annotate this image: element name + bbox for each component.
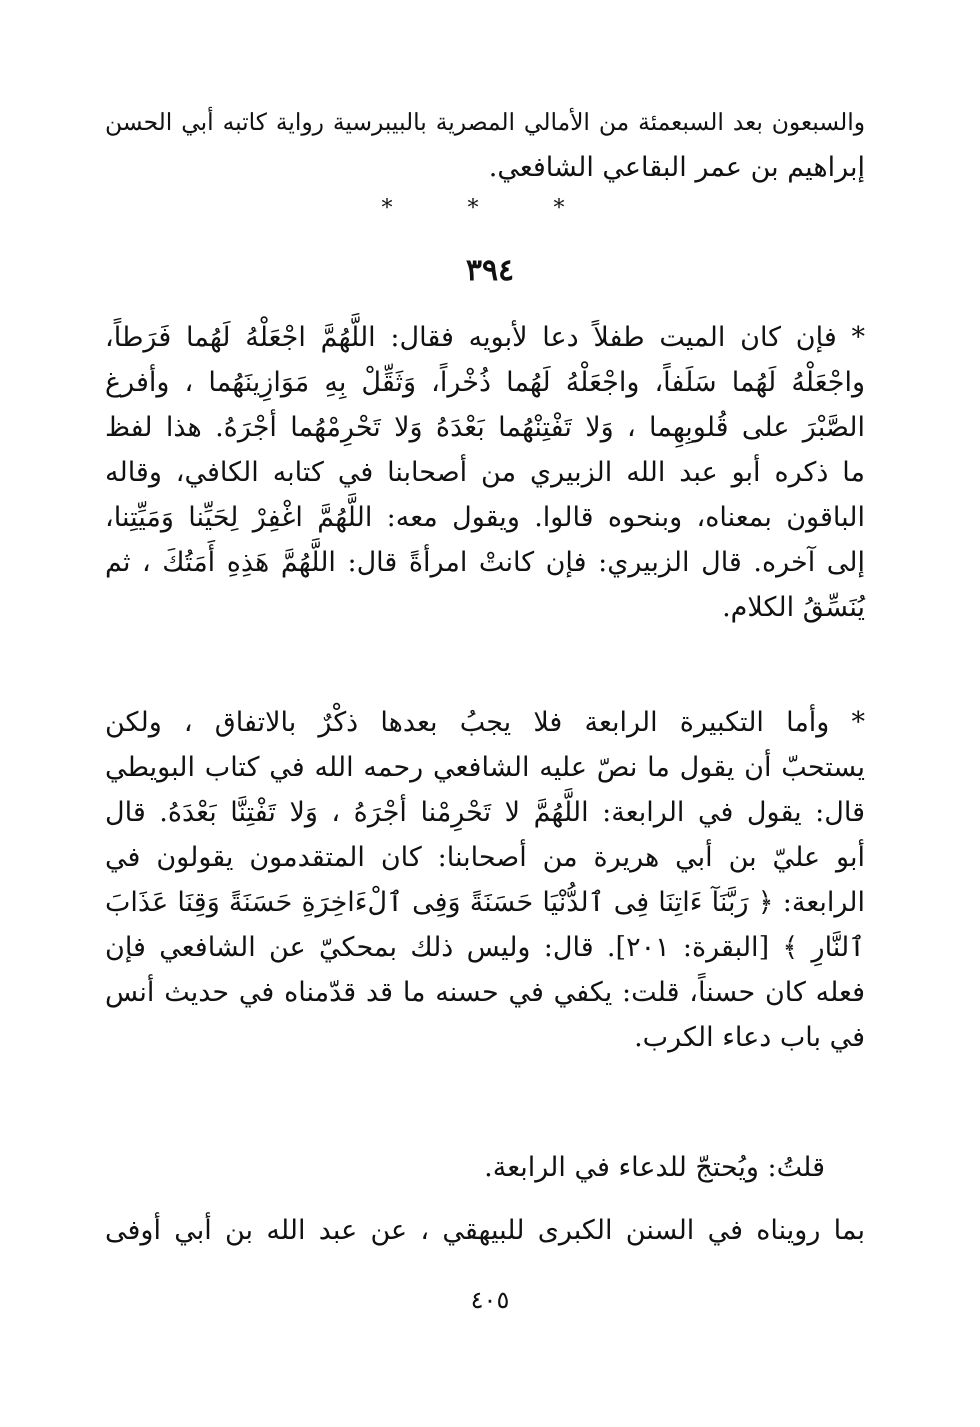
text-line: ٱلنَّارِ ﴾ [البقرة: ٢٠١]. قال: وليس ذلك بمحكيّ عن الشافعي فإن — [105, 932, 865, 963]
paragraph-2 — [105, 700, 865, 1060]
text-line: * فإن كان الميت طفلاً دعا لأبويه فقال: اللَّهُمَّ اجْعَلْهُ لَهُما فَرَطاً، — [105, 322, 865, 353]
section-number: ٣٩٤ — [465, 253, 515, 288]
text-line: إلى آخره. قال الزبيري: فإن كانتْ امرأةً قال: اللَّهُمَّ هَذِهِ أَمَتُكَ ، ثم — [105, 547, 865, 578]
page-number: ٤٠٥ — [470, 1286, 510, 1314]
paragraph-3 — [105, 1145, 865, 1190]
text-line: فعله كان حسناً، قلت: يكفي في حسنه ما قد قدّمناه في حديث أنس — [105, 977, 865, 1008]
text-line: قلتُ: ويُحتجّ للدعاء في الرابعة. — [484, 1152, 825, 1183]
text-line: * وأما التكبيرة الرابعة فلا يجبُ بعدها ذكْرٌ بالاتفاق ، ولكن — [105, 707, 865, 738]
text-line: والسبعون بعد السبعمئة من الأمالي المصرية بالبيبرسية رواية كاتبه أبي الحسن — [105, 108, 865, 136]
quran-verse-line: الرابعة: ﴿ رَبَّنَآ ءَاتِنَا فِى ٱلدُّنْيَا حَسَنَةً وَفِى ٱلْءَاخِرَةِ حَسَنَةً وَقِنَا عَذَابَ — [105, 887, 865, 918]
text-line: واجْعَلْهُ لَهُما سَلَفاً، واجْعَلْهُ لَهُما ذُخْراً، وَثَقِّلْ بِهِ مَوَازِينَهُما ، وأفرغ — [105, 367, 865, 398]
top-paragraph — [105, 100, 865, 190]
text-line: أبو عليّ بن أبي هريرة من أصحابنا: كان المتقدمون يقولون في — [105, 842, 865, 873]
text-line: يستحبّ أن يقول ما نصّ عليه الشافعي رحمه الله في كتاب البويطي — [105, 752, 865, 783]
text-line: يُنَسِّقُ الكلام. — [722, 592, 865, 623]
paragraph-4 — [105, 1208, 865, 1253]
text-line: الصَّبْرَ على قُلوبِهِما ، وَلا تَفْتِنْهُما بَعْدَهُ وَلا تَحْرِمْهُما أجْرَهُ. هذا لفظ — [105, 412, 865, 443]
section-separator: * * * — [381, 196, 599, 221]
text-line: قال: يقول في الرابعة: اللَّهُمَّ لا تَحْرِمْنا أجْرَهُ ، وَلا تَفْتِنَّا بَعْدَهُ. قال — [105, 797, 865, 828]
text-line: إبراهيم بن عمر البقاعي الشافعي. — [488, 152, 865, 183]
text-line: الباقون بمعناه، وبنحوه قالوا. ويقول معه: اللَّهُمَّ اغْفِرْ لِحَيِّنا وَمَيِّتِنا، — [105, 502, 865, 533]
text-line: ما ذكره أبو عبد الله الزبيري من أصحابنا في كتابه الكافي، وقاله — [105, 457, 865, 488]
text-line: بما رويناه في السنن الكبرى للبيهقي ، عن عبد الله بن أبي أوفى — [105, 1215, 865, 1246]
text-line: في باب دعاء الكرب. — [634, 1022, 865, 1053]
paragraph-1 — [105, 315, 865, 630]
